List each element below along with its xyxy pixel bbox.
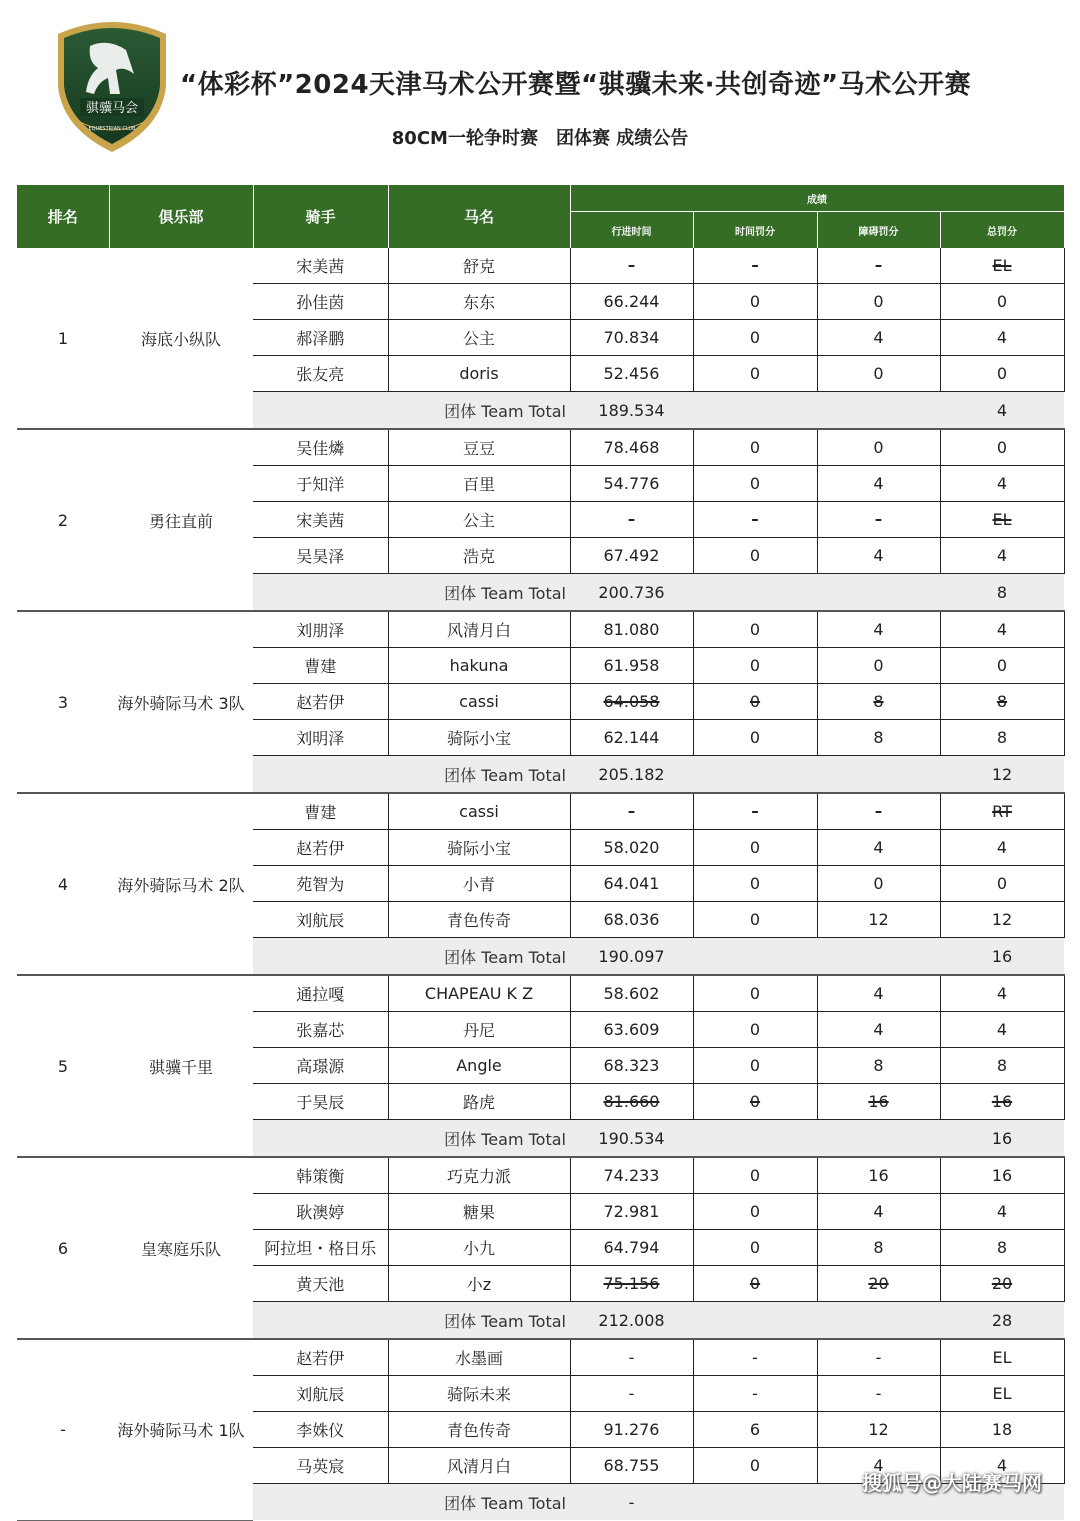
total-penalty: 0 bbox=[940, 429, 1064, 466]
team-rank: - bbox=[17, 1339, 109, 1520]
team-total-label: 团体 Team Total bbox=[253, 1484, 570, 1521]
team-rank: 3 bbox=[17, 611, 109, 793]
rider-name: 阿拉坦・格日乐 bbox=[253, 1230, 388, 1266]
obstacle-penalty: 8 bbox=[817, 1048, 940, 1084]
time-penalty: 0 bbox=[693, 1230, 817, 1266]
ride-time: 74.233 bbox=[570, 1157, 693, 1194]
team-total-blank bbox=[817, 1120, 940, 1158]
obstacle-penalty: - bbox=[817, 248, 940, 284]
total-penalty: RT bbox=[940, 793, 1064, 830]
ride-time: 81.660 bbox=[570, 1084, 693, 1120]
team-club: 海外骑际马术 3队 bbox=[109, 611, 253, 793]
team-total-blank bbox=[693, 938, 817, 976]
ride-time: 67.492 bbox=[570, 538, 693, 574]
col-header-time-penalty: 时间罚分 bbox=[693, 212, 817, 249]
obstacle-penalty: 0 bbox=[817, 284, 940, 320]
horse-name: 巧克力派 bbox=[388, 1157, 570, 1194]
results-body bbox=[17, 248, 1064, 1520]
team-total-label: 团体 Team Total bbox=[253, 938, 570, 976]
total-penalty: 18 bbox=[940, 1412, 1064, 1448]
horse-name: 青色传奇 bbox=[388, 1412, 570, 1448]
ride-time: 91.276 bbox=[570, 1412, 693, 1448]
rider-name: 耿澳婷 bbox=[253, 1194, 388, 1230]
horse-name: 骑际未来 bbox=[388, 1376, 570, 1412]
horse-name: 舒克 bbox=[388, 248, 570, 284]
team-total-blank bbox=[817, 938, 940, 976]
team-total-time: 189.534 bbox=[570, 392, 693, 430]
total-penalty: 8 bbox=[940, 684, 1064, 720]
team-total-penalty: 28 bbox=[940, 1302, 1064, 1340]
team-club: 骐骥千里 bbox=[109, 975, 253, 1157]
table-row bbox=[17, 248, 1064, 284]
team-total-time: 190.097 bbox=[570, 938, 693, 976]
ride-time: 52.456 bbox=[570, 356, 693, 392]
horse-name: 水墨画 bbox=[388, 1339, 570, 1376]
horse-name: Angle bbox=[388, 1048, 570, 1084]
time-penalty: 0 bbox=[693, 320, 817, 356]
rider-name: 张友亮 bbox=[253, 356, 388, 392]
obstacle-penalty: 4 bbox=[817, 1012, 940, 1048]
time-penalty: 0 bbox=[693, 866, 817, 902]
horse-name: 百里 bbox=[388, 466, 570, 502]
obstacle-penalty: - bbox=[817, 793, 940, 830]
team-total-label: 团体 Team Total bbox=[253, 1302, 570, 1340]
total-penalty: 4 bbox=[940, 1012, 1064, 1048]
ride-time: 78.468 bbox=[570, 429, 693, 466]
time-penalty: 0 bbox=[693, 684, 817, 720]
horse-name: 小z bbox=[388, 1266, 570, 1302]
team-total-blank bbox=[817, 1302, 940, 1340]
team-total-penalty: 16 bbox=[940, 1120, 1064, 1158]
ride-time: 81.080 bbox=[570, 611, 693, 648]
page-subtitle: 80CM一轮争时赛 团体赛 成绩公告 bbox=[391, 128, 689, 149]
table-row bbox=[17, 611, 1064, 648]
svg-text:EQUESTRIAN CLUB: EQUESTRIAN CLUB bbox=[88, 126, 136, 132]
team-total-label: 团体 Team Total bbox=[253, 1120, 570, 1158]
obstacle-penalty: 4 bbox=[817, 320, 940, 356]
ride-time: - bbox=[570, 1339, 693, 1376]
horse-name: 浩克 bbox=[388, 538, 570, 574]
horse-name: 丹尼 bbox=[388, 1012, 570, 1048]
total-penalty: 4 bbox=[940, 611, 1064, 648]
team-rank: 1 bbox=[17, 248, 109, 429]
total-penalty: 16 bbox=[940, 1084, 1064, 1120]
time-penalty: 0 bbox=[693, 902, 817, 938]
col-header-club: 俱乐部 bbox=[109, 185, 253, 248]
team-total-blank bbox=[693, 756, 817, 794]
time-penalty: 0 bbox=[693, 1194, 817, 1230]
rider-name: 韩策衡 bbox=[253, 1157, 388, 1194]
obstacle-penalty: - bbox=[817, 1339, 940, 1376]
team-rank: 2 bbox=[17, 429, 109, 611]
total-penalty: 4 bbox=[940, 975, 1064, 1012]
rider-name: 李姝仪 bbox=[253, 1412, 388, 1448]
col-header-time: 行进时间 bbox=[570, 212, 693, 249]
table-row bbox=[17, 975, 1064, 1012]
total-penalty: 8 bbox=[940, 1048, 1064, 1084]
team-rank: 4 bbox=[17, 793, 109, 975]
page-title: “体彩杯”2024天津马术公开赛暨“骐骥未来·共创奇迹”马术公开赛 bbox=[180, 70, 972, 100]
time-penalty: 0 bbox=[693, 720, 817, 756]
team-total-penalty: 4 bbox=[940, 392, 1064, 430]
total-penalty: EL bbox=[940, 1339, 1064, 1376]
obstacle-penalty: 4 bbox=[817, 830, 940, 866]
horse-name: 小青 bbox=[388, 866, 570, 902]
time-penalty: 0 bbox=[693, 284, 817, 320]
col-header-obstacle-penalty: 障碍罚分 bbox=[817, 212, 940, 249]
horse-name: CHAPEAU K Z bbox=[388, 975, 570, 1012]
ride-time: 75.156 bbox=[570, 1266, 693, 1302]
rider-name: 曹建 bbox=[253, 648, 388, 684]
time-penalty: - bbox=[693, 793, 817, 830]
time-penalty: 0 bbox=[693, 975, 817, 1012]
horse-name: 小九 bbox=[388, 1230, 570, 1266]
horse-name: 东东 bbox=[388, 284, 570, 320]
ride-time: 68.755 bbox=[570, 1448, 693, 1484]
team-total-blank bbox=[693, 1484, 817, 1521]
rider-name: 马英宸 bbox=[253, 1448, 388, 1484]
rider-name: 宋美茜 bbox=[253, 502, 388, 538]
time-penalty: 0 bbox=[693, 1012, 817, 1048]
rider-name: 张嘉芯 bbox=[253, 1012, 388, 1048]
time-penalty: 0 bbox=[693, 830, 817, 866]
watermark: 搜狐号@大陆赛马网 bbox=[862, 1471, 1042, 1495]
obstacle-penalty: - bbox=[817, 1376, 940, 1412]
team-total-penalty: 16 bbox=[940, 938, 1064, 976]
team-total-blank bbox=[817, 756, 940, 794]
ride-time: 64.041 bbox=[570, 866, 693, 902]
total-penalty: 4 bbox=[940, 1448, 1064, 1484]
time-penalty: 0 bbox=[693, 429, 817, 466]
col-header-horse: 马名 bbox=[388, 185, 570, 248]
obstacle-penalty: 8 bbox=[817, 684, 940, 720]
ride-time: 68.323 bbox=[570, 1048, 693, 1084]
rider-name: 郝泽鹏 bbox=[253, 320, 388, 356]
team-total-blank bbox=[817, 574, 940, 612]
horse-name: 豆豆 bbox=[388, 429, 570, 466]
ride-time: 62.144 bbox=[570, 720, 693, 756]
team-club: 皇寒庭乐队 bbox=[109, 1157, 253, 1339]
total-penalty: 8 bbox=[940, 1230, 1064, 1266]
team-club: 海外骑际马术 1队 bbox=[109, 1339, 253, 1520]
rider-name: 黄天池 bbox=[253, 1266, 388, 1302]
obstacle-penalty: 0 bbox=[817, 648, 940, 684]
ride-time: 68.036 bbox=[570, 902, 693, 938]
rider-name: 于昊辰 bbox=[253, 1084, 388, 1120]
results-table bbox=[17, 185, 1065, 1521]
obstacle-penalty: 8 bbox=[817, 1230, 940, 1266]
horse-name: 骑际小宝 bbox=[388, 720, 570, 756]
time-penalty: 0 bbox=[693, 538, 817, 574]
team-rank: 6 bbox=[17, 1157, 109, 1339]
rider-name: 曹建 bbox=[253, 793, 388, 830]
time-penalty: 6 bbox=[693, 1412, 817, 1448]
horse-name: 青色传奇 bbox=[388, 902, 570, 938]
col-header-total-penalty: 总罚分 bbox=[940, 212, 1064, 249]
time-penalty: 0 bbox=[693, 356, 817, 392]
team-club: 海底小纵队 bbox=[109, 248, 253, 429]
horse-name: 糖果 bbox=[388, 1194, 570, 1230]
total-penalty: 4 bbox=[940, 466, 1064, 502]
ride-time: - bbox=[570, 248, 693, 284]
rider-name: 孙佳茵 bbox=[253, 284, 388, 320]
horse-name: 公主 bbox=[388, 502, 570, 538]
obstacle-penalty: 12 bbox=[817, 1412, 940, 1448]
time-penalty: 0 bbox=[693, 1084, 817, 1120]
time-penalty: 0 bbox=[693, 1266, 817, 1302]
rider-name: 刘航辰 bbox=[253, 902, 388, 938]
rider-name: 赵若伊 bbox=[253, 1339, 388, 1376]
time-penalty: - bbox=[693, 1339, 817, 1376]
team-total-time: 200.736 bbox=[570, 574, 693, 612]
team-total-blank bbox=[693, 1302, 817, 1340]
total-penalty: 0 bbox=[940, 866, 1064, 902]
ride-time: 66.244 bbox=[570, 284, 693, 320]
horse-name: 风清月白 bbox=[388, 611, 570, 648]
total-penalty: EL bbox=[940, 502, 1064, 538]
horse-name: doris bbox=[388, 356, 570, 392]
ride-time: 63.609 bbox=[570, 1012, 693, 1048]
rider-name: 宋美茜 bbox=[253, 248, 388, 284]
team-total-label: 团体 Team Total bbox=[253, 574, 570, 612]
team-total-label: 团体 Team Total bbox=[253, 392, 570, 430]
horse-name: hakuna bbox=[388, 648, 570, 684]
team-club: 勇往直前 bbox=[109, 429, 253, 611]
table-row bbox=[17, 429, 1064, 466]
obstacle-penalty: 16 bbox=[817, 1084, 940, 1120]
ride-time: 70.834 bbox=[570, 320, 693, 356]
ride-time: 64.058 bbox=[570, 684, 693, 720]
team-total-blank bbox=[693, 1120, 817, 1158]
horse-name: 路虎 bbox=[388, 1084, 570, 1120]
rider-name: 刘航辰 bbox=[253, 1376, 388, 1412]
obstacle-penalty: - bbox=[817, 502, 940, 538]
rider-name: 高璟源 bbox=[253, 1048, 388, 1084]
obstacle-penalty: 4 bbox=[817, 975, 940, 1012]
rider-name: 刘明泽 bbox=[253, 720, 388, 756]
rider-name: 刘朋泽 bbox=[253, 611, 388, 648]
obstacle-penalty: 4 bbox=[817, 466, 940, 502]
team-total-penalty: 8 bbox=[940, 574, 1064, 612]
time-penalty: - bbox=[693, 248, 817, 284]
rider-name: 于知洋 bbox=[253, 466, 388, 502]
team-rank: 5 bbox=[17, 975, 109, 1157]
total-penalty: 12 bbox=[940, 902, 1064, 938]
ride-time: 54.776 bbox=[570, 466, 693, 502]
obstacle-penalty: 4 bbox=[817, 1448, 940, 1484]
total-penalty: 8 bbox=[940, 720, 1064, 756]
team-total-blank bbox=[693, 574, 817, 612]
obstacle-penalty: 4 bbox=[817, 611, 940, 648]
ride-time: - bbox=[570, 1376, 693, 1412]
col-header-rider: 骑手 bbox=[253, 185, 388, 248]
svg-text:骐骥马会: 骐骥马会 bbox=[85, 101, 139, 116]
time-penalty: 0 bbox=[693, 648, 817, 684]
rider-name: 赵若伊 bbox=[253, 830, 388, 866]
ride-time: 64.794 bbox=[570, 1230, 693, 1266]
team-total-blank bbox=[693, 392, 817, 430]
total-penalty: 4 bbox=[940, 320, 1064, 356]
ride-time: - bbox=[570, 502, 693, 538]
team-total-time: - bbox=[570, 1484, 693, 1521]
ride-time: - bbox=[570, 793, 693, 830]
time-penalty: 0 bbox=[693, 466, 817, 502]
rider-name: 吴佳燐 bbox=[253, 429, 388, 466]
total-penalty: 16 bbox=[940, 1157, 1064, 1194]
rider-name: 通拉嘎 bbox=[253, 975, 388, 1012]
team-total-penalty: 12 bbox=[940, 756, 1064, 794]
time-penalty: 0 bbox=[693, 1048, 817, 1084]
obstacle-penalty: 12 bbox=[817, 902, 940, 938]
obstacle-penalty: 20 bbox=[817, 1266, 940, 1302]
ride-time: 58.020 bbox=[570, 830, 693, 866]
obstacle-penalty: 4 bbox=[817, 1194, 940, 1230]
horse-name: cassi bbox=[388, 793, 570, 830]
obstacle-penalty: 0 bbox=[817, 429, 940, 466]
time-penalty: 0 bbox=[693, 1157, 817, 1194]
table-row bbox=[17, 793, 1064, 830]
team-club: 海外骑际马术 2队 bbox=[109, 793, 253, 975]
team-total-time: 205.182 bbox=[570, 756, 693, 794]
ride-time: 58.602 bbox=[570, 975, 693, 1012]
team-total-label: 团体 Team Total bbox=[253, 756, 570, 794]
obstacle-penalty: 0 bbox=[817, 866, 940, 902]
team-total-blank bbox=[817, 392, 940, 430]
obstacle-penalty: 0 bbox=[817, 356, 940, 392]
obstacle-penalty: 8 bbox=[817, 720, 940, 756]
table-row bbox=[17, 1157, 1064, 1194]
total-penalty: 4 bbox=[940, 538, 1064, 574]
rider-name: 苑智为 bbox=[253, 866, 388, 902]
total-penalty: 0 bbox=[940, 356, 1064, 392]
time-penalty: 0 bbox=[693, 611, 817, 648]
team-total-time: 190.534 bbox=[570, 1120, 693, 1158]
total-penalty: 4 bbox=[940, 1194, 1064, 1230]
time-penalty: 0 bbox=[693, 1448, 817, 1484]
total-penalty: 0 bbox=[940, 648, 1064, 684]
ride-time: 72.981 bbox=[570, 1194, 693, 1230]
total-penalty: 4 bbox=[940, 830, 1064, 866]
obstacle-penalty: 16 bbox=[817, 1157, 940, 1194]
total-penalty: 0 bbox=[940, 284, 1064, 320]
horse-name: 风清月白 bbox=[388, 1448, 570, 1484]
time-penalty: - bbox=[693, 1376, 817, 1412]
horse-name: 骑际小宝 bbox=[388, 830, 570, 866]
time-penalty: - bbox=[693, 502, 817, 538]
total-penalty: 20 bbox=[940, 1266, 1064, 1302]
col-header-results: 成绩 bbox=[570, 185, 1064, 212]
ride-time: 61.958 bbox=[570, 648, 693, 684]
table-row bbox=[17, 1339, 1064, 1376]
total-penalty: EL bbox=[940, 1376, 1064, 1412]
horse-name: cassi bbox=[388, 684, 570, 720]
col-header-rank: 排名 bbox=[17, 185, 109, 248]
team-total-time: 212.008 bbox=[570, 1302, 693, 1340]
obstacle-penalty: 4 bbox=[817, 538, 940, 574]
rider-name: 吴昊泽 bbox=[253, 538, 388, 574]
rider-name: 赵若伊 bbox=[253, 684, 388, 720]
total-penalty: EL bbox=[940, 248, 1064, 284]
horse-name: 公主 bbox=[388, 320, 570, 356]
